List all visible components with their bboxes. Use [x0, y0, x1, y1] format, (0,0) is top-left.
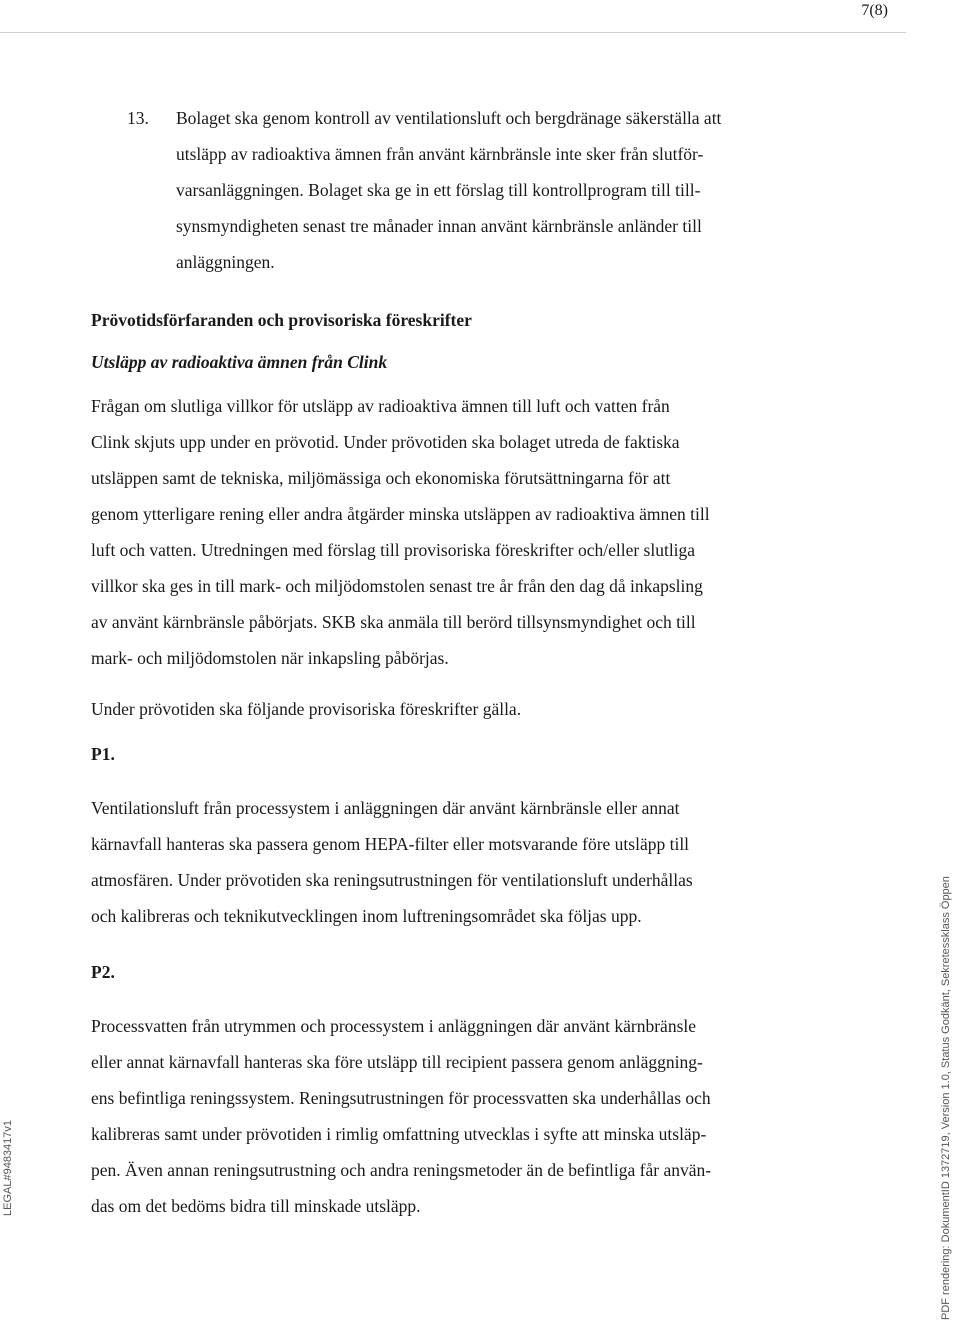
subsection-heading: Utsläpp av radioaktiva ämnen från Clink [91, 352, 388, 372]
item-13-number: 13. [127, 108, 149, 128]
text-line: Clink skjuts upp under en prövotid. Under prövotiden ska bolaget utreda de faktiska [91, 432, 680, 452]
text-line: Processvatten från utrymmen och processystem i anläggningen där använt kärnbränsle [91, 1016, 697, 1036]
text-line: Frågan om slutliga villkor för utsläpp av radioaktiva ämnen till luft och vatten från [91, 396, 670, 416]
text-line: av använt kärnbränsle påbörjats. SKB ska anmäla till berörd tillsynsmyndighet och till [91, 612, 696, 632]
text-line: synsmyndigheten senast tre månader innan använt kärnbränsle anländer till [176, 216, 702, 236]
text-line: pen. Även annan reningsutrustning och andra reningsmetoder än de befintliga får använ- [91, 1160, 712, 1180]
text-line: kärnavfall hanteras ska passera genom HEPA-filter eller motsvarande före utsläpp till [91, 834, 690, 854]
text-line: luft och vatten. Utredningen med förslag till provisoriska föreskrifter och/eller slutliga [91, 540, 696, 560]
text-line: ens befintliga reningssystem. Reningsutrustningen för processvatten ska underhållas och [91, 1088, 711, 1108]
margin-pdf-rendering-note: PDF rendering: DokumentID 1372719, Version 1.0, Status Godkänt, Sekretessklass Öppen [940, 876, 952, 1320]
provision-p1-label: P1. [91, 744, 115, 764]
provision-p1-text [91, 790, 693, 934]
margin-document-id: LEGAL#9483417v1 [2, 1119, 14, 1216]
text-line: villkor ska ges in till mark- och miljödomstolen senast tre år från den dag då inkapsling [91, 576, 703, 596]
item-13-text [176, 100, 856, 280]
text-line: utsläpp av radioaktiva ämnen från använt kärnbränsle inte sker från slutför- [176, 144, 704, 164]
section-heading: Prövotidsförfaranden och provisoriska föreskrifter [91, 310, 472, 330]
text-line: och kalibreras och teknikutvecklingen inom luftreningsområdet ska följas upp. [91, 906, 642, 926]
text-line: utsläppen samt de tekniska, miljömässiga och ekonomiska förutsättningarna för att [91, 468, 671, 488]
text-line: kalibreras samt under prövotiden i rimlig omfattning utvecklas i syfte att minska utsläp- [91, 1124, 707, 1144]
text-line: genom ytterligare rening eller andra åtgärder minska utsläppen av radioaktiva ämnen till [91, 504, 710, 524]
header-rule [0, 32, 906, 33]
text-line: eller annat kärnavfall hanteras ska före utsläpp till recipient passera genom anläggning- [91, 1052, 703, 1072]
text-line: Bolaget ska genom kontroll av ventilationsluft och bergdränage säkerställa att [176, 108, 722, 128]
paragraph-intro-provisions [91, 691, 521, 727]
text-line: Ventilationsluft från processystem i anläggningen där använt kärnbränsle eller annat [91, 798, 680, 818]
text-line: das om det bedöms bidra till minskade utsläpp. [91, 1196, 421, 1216]
provision-p2-label: P2. [91, 962, 115, 982]
text-line: Under prövotiden ska följande provisoriska föreskrifter gälla. [91, 699, 522, 719]
text-line: mark- och miljödomstolen när inkapsling påbörjas. [91, 648, 449, 668]
text-line: anläggningen. [176, 252, 275, 272]
text-line: atmosfären. Under prövotiden ska reningsutrustningen för ventilationsluft underhållas [91, 870, 693, 890]
text-line: varsanläggningen. Bolaget ska ge in ett förslag till kontrollprogram till till- [176, 180, 701, 200]
paragraph-provotid [91, 388, 710, 676]
provision-p2-text [91, 1008, 711, 1224]
page-number: 7(8) [861, 2, 888, 19]
